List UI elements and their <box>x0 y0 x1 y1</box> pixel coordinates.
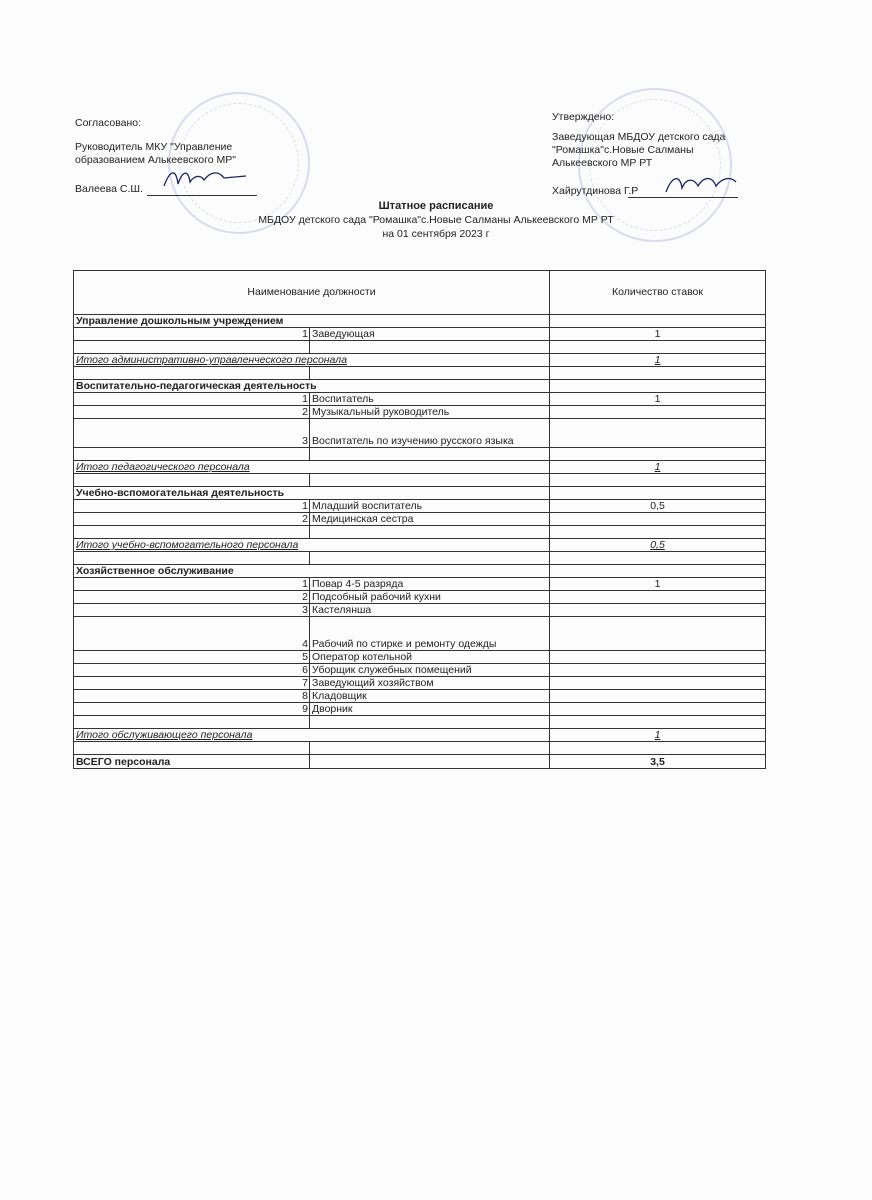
approved-signature-line <box>628 197 738 198</box>
section-title: Учебно-вспомогательная деятельность <box>74 487 550 500</box>
organization-name: МБДОУ детского сада "Ромашка"с.Новые Салманы Алькеевского МР РТ <box>258 214 614 226</box>
subtotal-row <box>74 354 766 367</box>
grand-total-row <box>74 755 766 769</box>
approved-line1: Заведующая МБДОУ детского сада <box>552 131 726 143</box>
table-row <box>74 617 766 651</box>
agreed-signer: Валеева С.Ш. <box>75 183 143 195</box>
position-name: Заведующий хозяйством <box>310 677 550 690</box>
subtotal-qty: 1 <box>550 461 766 474</box>
grand-total-label: ВСЕГО персонала <box>74 755 310 769</box>
section-title: Управление дошкольным учреждением <box>74 315 550 328</box>
position-qty: 1 <box>550 393 766 406</box>
subtotal-label: Итого учебно-вспомогательного персонала <box>74 539 550 552</box>
subtotal-row <box>74 539 766 552</box>
position-name: Дворник <box>310 703 550 716</box>
agreed-line1: Руководитель МКУ "Управление <box>75 141 233 153</box>
row-number: 5 <box>74 651 310 664</box>
table-row <box>74 513 766 526</box>
table-row <box>74 677 766 690</box>
spacer-row <box>74 716 766 729</box>
position-name: Кладовщик <box>310 690 550 703</box>
subtotal-label: Итого педагогического персонала <box>74 461 550 474</box>
approved-line3: Алькеевского МР РТ <box>552 157 653 169</box>
agreed-signature-line <box>147 195 257 196</box>
grand-total-qty: 3,5 <box>550 755 766 769</box>
row-number: 1 <box>74 393 310 406</box>
agreed-label: Согласовано: <box>75 117 142 129</box>
position-name: Уборщик служебных помещений <box>310 664 550 677</box>
spacer-row <box>74 552 766 565</box>
row-number: 6 <box>74 664 310 677</box>
subtotal-qty: 1 <box>550 354 766 367</box>
position-name: Воспитатель по изучению русского языка <box>310 419 550 448</box>
document-title: Штатное расписание <box>378 200 494 212</box>
position-name: Подсобный рабочий кухни <box>310 591 550 604</box>
approved-signer: Хайрутдинова Г.Р <box>552 185 639 197</box>
subtotal-row <box>74 729 766 742</box>
position-name: Заведующая <box>310 328 550 341</box>
position-name: Оператор котельной <box>310 651 550 664</box>
section-row <box>74 315 766 328</box>
section-row <box>74 565 766 578</box>
position-qty: 0,5 <box>550 500 766 513</box>
row-number: 4 <box>74 617 310 651</box>
position-qty: 1 <box>550 578 766 591</box>
table-row <box>74 604 766 617</box>
table-row <box>74 690 766 703</box>
header-row <box>74 271 766 315</box>
column-header-qty: Количество ставок <box>550 271 766 315</box>
subtotal-qty: 1 <box>550 729 766 742</box>
table-row <box>74 578 766 591</box>
section-title: Воспитательно-педагогическая деятельность <box>74 380 550 393</box>
table-row <box>74 328 766 341</box>
section-row <box>74 380 766 393</box>
row-number: 8 <box>74 690 310 703</box>
approved-line2: "Ромашка"с.Новые Салманы <box>552 144 694 156</box>
position-name: Рабочий по стирке и ремонту одежды <box>310 617 550 651</box>
column-header-name: Наименование должности <box>74 271 550 315</box>
spacer-row <box>74 742 766 755</box>
row-number: 3 <box>74 419 310 448</box>
spacer-row <box>74 448 766 461</box>
position-name: Младший воспитатель <box>310 500 550 513</box>
row-number: 7 <box>74 677 310 690</box>
row-number: 1 <box>74 500 310 513</box>
row-number: 2 <box>74 591 310 604</box>
subtotal-row <box>74 461 766 474</box>
position-name: Музыкальный руководитель <box>310 406 550 419</box>
position-qty: 1 <box>550 328 766 341</box>
row-number: 2 <box>74 513 310 526</box>
staff-table <box>73 270 766 769</box>
position-name: Повар 4-5 разряда <box>310 578 550 591</box>
row-number: 3 <box>74 604 310 617</box>
table-row <box>74 500 766 513</box>
spacer-row <box>74 474 766 487</box>
agreed-line2: образованием Алькеевского МР" <box>75 154 236 166</box>
table-row <box>74 703 766 716</box>
spacer-row <box>74 341 766 354</box>
position-name: Медицинская сестра <box>310 513 550 526</box>
subtotal-label: Итого обслуживающего персонала <box>74 729 550 742</box>
signature-right <box>660 170 740 198</box>
table-row <box>74 419 766 448</box>
subtotal-qty: 0,5 <box>550 539 766 552</box>
row-number: 2 <box>74 406 310 419</box>
section-row <box>74 487 766 500</box>
spacer-row <box>74 526 766 539</box>
position-name: Воспитатель <box>310 393 550 406</box>
section-title: Хозяйственное обслуживание <box>74 565 550 578</box>
row-number: 9 <box>74 703 310 716</box>
subtotal-label: Итого административно-управленческого персонала <box>74 354 550 367</box>
table-row <box>74 591 766 604</box>
table-row <box>74 393 766 406</box>
table-row <box>74 651 766 664</box>
position-name: Кастелянша <box>310 604 550 617</box>
table-row <box>74 406 766 419</box>
row-number: 1 <box>74 328 310 341</box>
spacer-row <box>74 367 766 380</box>
row-number: 1 <box>74 578 310 591</box>
approved-label: Утверждено: <box>552 111 615 123</box>
document-date: на 01 сентября 2023 г <box>382 228 490 240</box>
table-row <box>74 664 766 677</box>
